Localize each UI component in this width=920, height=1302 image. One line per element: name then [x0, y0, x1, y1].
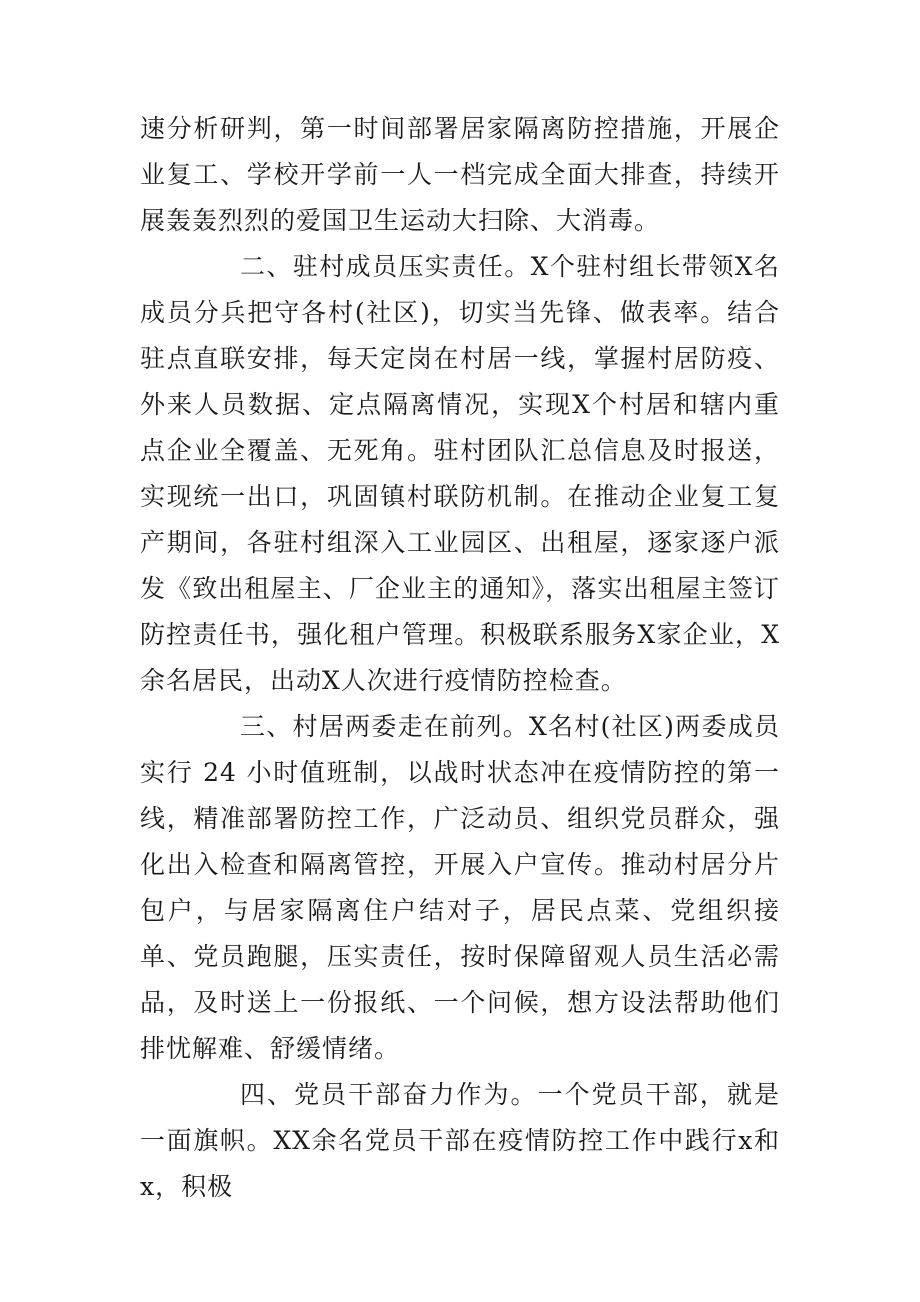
document-page — [140, 106, 780, 1210]
paragraph-village-members: 二、驻村成员压实责任。X个驻村组长带领X名成员分兵把守各村(社区)，切实当先锋、做表率。结合驻点直联安排，每天定岗在村居一线，掌握村居防疫、外来人员数据、定点隔离情况，实现X个村居和辖内重点企业全覆盖、无死角。驻村团队汇总信息及时报送，实现统一出口，巩固镇村联防机制。在推动企业复工复产期间，各驻村组深入工业园区、出租屋，逐家逐户派发《致出租屋主、厂企业主的通知》，落实出租屋主签订防控责任书，强化租户管理。积极联系服务X家企业，X余名居民，出动X人次进行疫情防控检查。 — [140, 252, 780, 695]
paragraph-1-continuation: 速分析研判，第一时间部署居家隔离防控措施，开展企业复工、学校开学前一人一档完成全面大排查，持续开展轰轰烈烈的爱国卫生运动大扫除、大消毒。 — [140, 114, 780, 235]
paragraph-village-committees: 三、村居两委走在前列。X名村(社区)两委成员实行 24 小时值班制，以战时状态冲在疫情防控的第一线，精准部署防控工作，广泛动员、组织党员群众，强化出入检查和隔离管控，开展入户宣传。推动村居分片包户，与居家隔离住户结对子，居民点菜、党组织接单、党员跑腿，压实责任，按时保障留观人员生活必需品，及时送上一份报纸、一个问候，想方设法帮助他们排忧解难、舒缓情绪。 — [140, 712, 780, 1063]
paragraph-party-cadres: 四、党员干部奋力作为。一个党员干部，就是一面旗帜。XX余名党员干部在疫情防控工作中践行x和x，积极 — [140, 1080, 780, 1201]
